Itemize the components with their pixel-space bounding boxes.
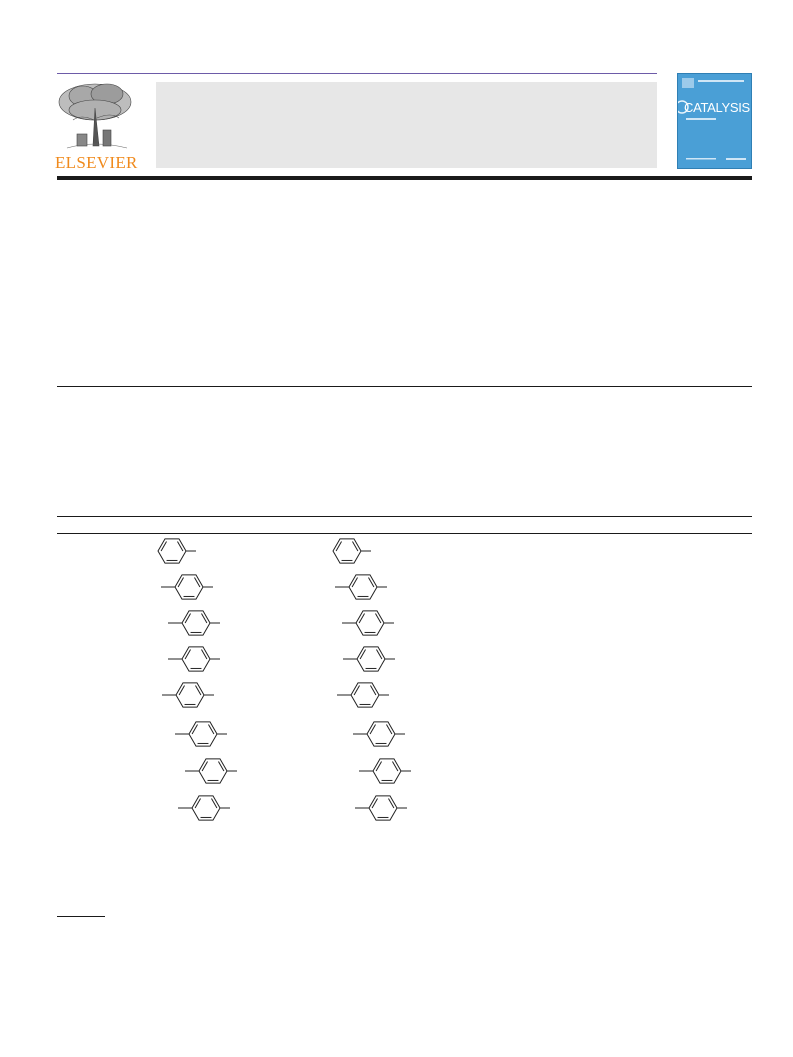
publisher-wordmark: ELSEVIER xyxy=(55,153,138,172)
structure-col-b-2 xyxy=(335,575,387,599)
structure-col-a-6 xyxy=(175,722,227,746)
structure-col-b-8 xyxy=(355,796,407,820)
structure-col-a-7 xyxy=(185,759,237,783)
structure-col-b-4 xyxy=(343,647,395,671)
structure-col-b-1 xyxy=(333,539,371,563)
structure-col-b-7 xyxy=(359,759,411,783)
structure-col-a-4 xyxy=(168,647,220,671)
structure-col-a-3 xyxy=(168,611,220,635)
structure-col-a-1 xyxy=(158,539,196,563)
footnote-rule xyxy=(57,916,105,917)
structure-col-a-5 xyxy=(162,683,214,707)
structure-col-b-5 xyxy=(337,683,389,707)
structure-col-a-2 xyxy=(161,575,213,599)
structure-col-b-3 xyxy=(342,611,394,635)
cover-title: CATALYSIS xyxy=(684,100,750,115)
structure-col-a-8 xyxy=(178,796,230,820)
structure-col-b-6 xyxy=(353,722,405,746)
